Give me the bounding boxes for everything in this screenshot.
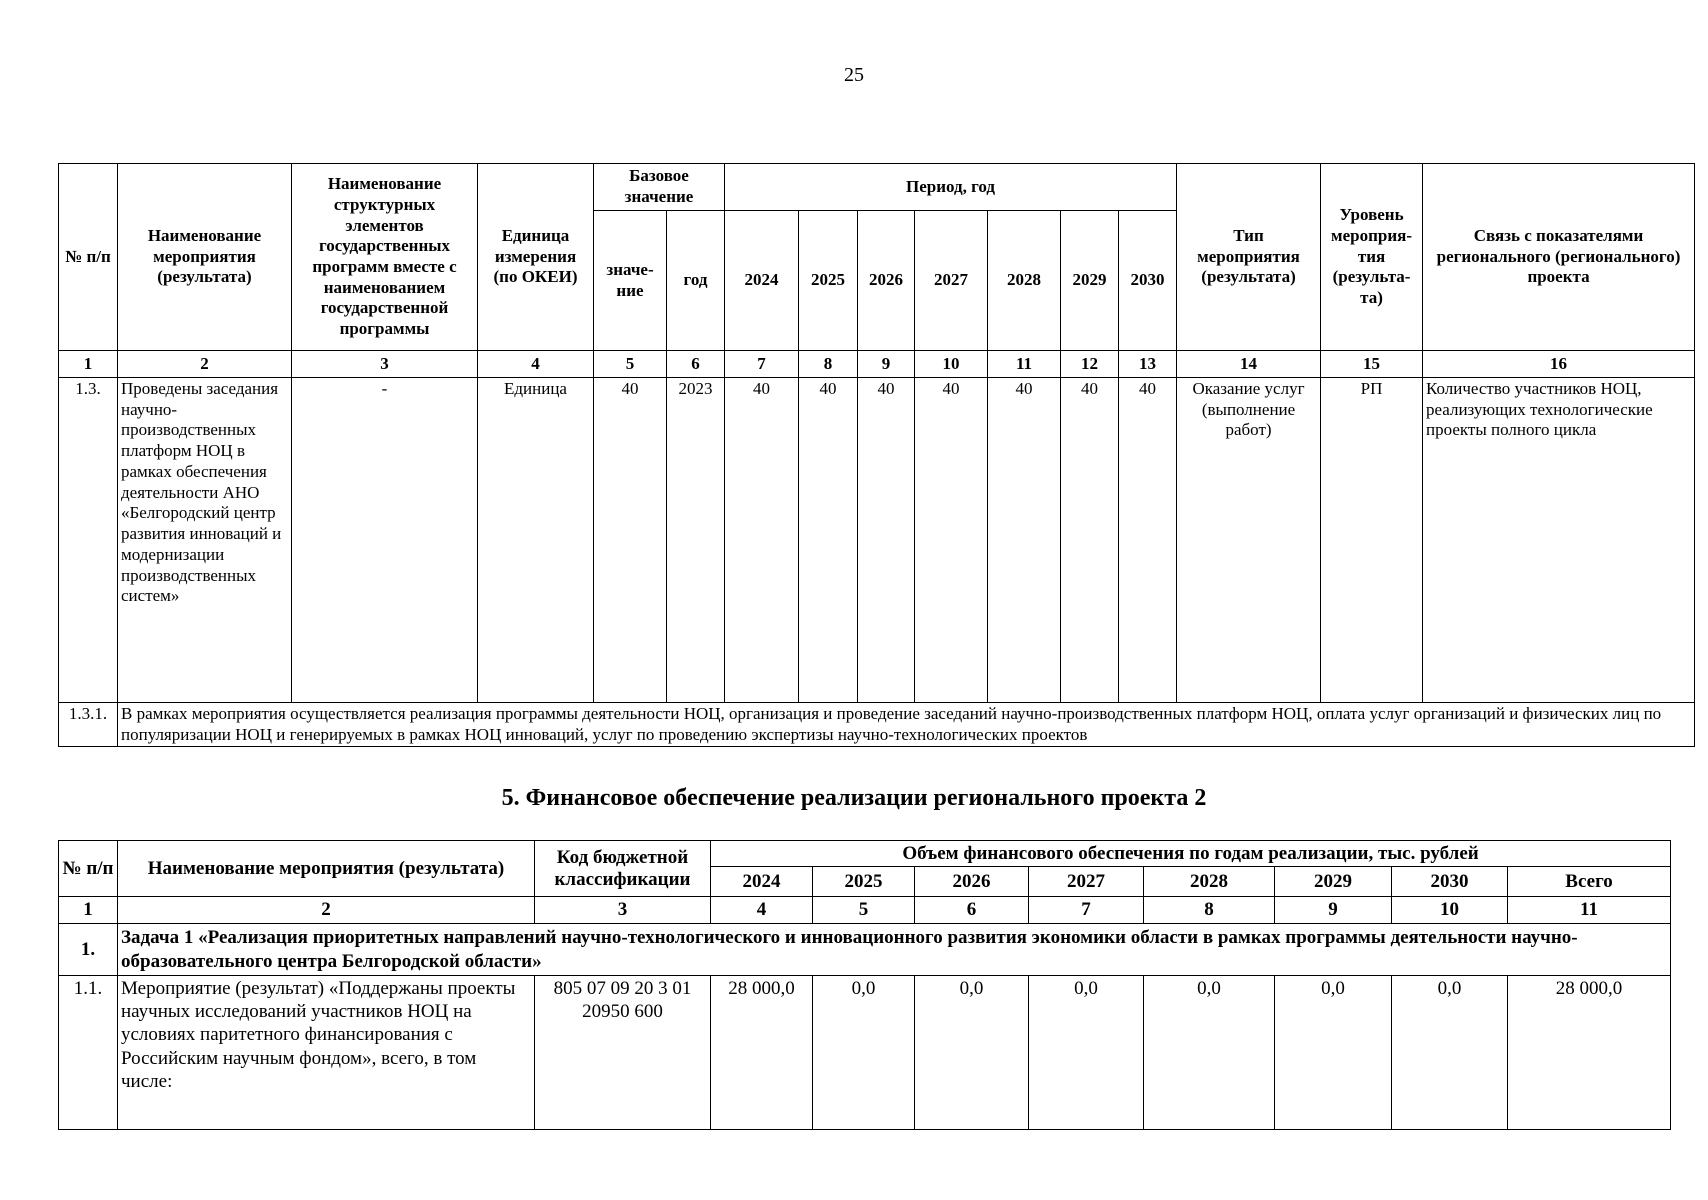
header-code: Код бюджетной классификации <box>535 841 711 897</box>
column-number: 8 <box>1144 897 1275 924</box>
row-year-value: 28 000,0 <box>711 976 813 1130</box>
task-num: 1. <box>59 924 118 976</box>
header-year: 2026 <box>858 211 915 351</box>
row-base-value: 40 <box>594 378 667 703</box>
header-year: 2029 <box>1061 211 1119 351</box>
column-number: 16 <box>1423 351 1695 378</box>
row-unit: Единица <box>478 378 594 703</box>
header-base-year: год <box>667 211 725 351</box>
column-number: 4 <box>478 351 594 378</box>
header-year: 2027 <box>915 211 988 351</box>
row-struct: - <box>292 378 478 703</box>
table-row <box>59 703 1695 747</box>
row-year-value: 0,0 <box>1392 976 1508 1130</box>
column-number: 9 <box>1275 897 1392 924</box>
row-total: 28 000,0 <box>1508 976 1671 1130</box>
row-year-value: 40 <box>799 378 858 703</box>
column-number: 5 <box>594 351 667 378</box>
column-number: 3 <box>292 351 478 378</box>
column-number: 11 <box>988 351 1061 378</box>
column-number: 13 <box>1119 351 1177 378</box>
table-row <box>59 378 1695 703</box>
header-num: № п/п <box>59 841 118 897</box>
header-year: 2028 <box>988 211 1061 351</box>
table-row <box>59 976 1671 1130</box>
column-number: 4 <box>711 897 813 924</box>
column-number: 14 <box>1177 351 1321 378</box>
column-number: 7 <box>1029 897 1144 924</box>
header-name: Наименование мероприятия (результата) <box>118 841 535 897</box>
row-num: 1.3. <box>59 378 118 703</box>
header-period: Период, год <box>725 164 1177 211</box>
row-name: Проведены заседания научно-производственных платформ НОЦ в рамках обеспечения деятельности АНО «Белгородский центр развития инноваций и модернизации производственных систем» <box>118 378 292 703</box>
header-base: Базовое значение <box>594 164 725 211</box>
header-year: 2030 <box>1392 867 1508 897</box>
header-type: Тип мероприятия (результата) <box>1177 164 1321 351</box>
row-year-value: 0,0 <box>813 976 915 1130</box>
header-year: 2026 <box>915 867 1029 897</box>
column-number: 12 <box>1061 351 1119 378</box>
column-number: 3 <box>535 897 711 924</box>
row-year-value: 0,0 <box>1275 976 1392 1130</box>
note-num: 1.3.1. <box>59 703 118 747</box>
row-year-value: 40 <box>1119 378 1177 703</box>
section-title: 5. Финансовое обеспечение реализации регионального проекта 2 <box>501 785 1207 811</box>
column-number: 11 <box>1508 897 1671 924</box>
header-num: № п/п <box>59 164 118 351</box>
header-year: 2025 <box>799 211 858 351</box>
header-year: 2030 <box>1119 211 1177 351</box>
header-year: 2024 <box>711 867 813 897</box>
header-year: 2029 <box>1275 867 1392 897</box>
column-number: 10 <box>915 351 988 378</box>
row-code: 805 07 09 20 3 01 20950 600 <box>535 976 711 1130</box>
column-number: 2 <box>118 351 292 378</box>
column-number: 7 <box>725 351 799 378</box>
column-number: 8 <box>799 351 858 378</box>
column-numbers-row <box>59 897 1671 924</box>
header-name: Наименование мероприятия (результата) <box>118 164 292 351</box>
row-year-value: 40 <box>988 378 1061 703</box>
row-year-value: 0,0 <box>1144 976 1275 1130</box>
financing-table <box>58 840 1671 1130</box>
task-text: Задача 1 «Реализация приоритетных направлений научно-технологического и инновационного развития экономики области в рамках программы деятельности научно-образовательного центра Белгородской области» <box>118 924 1671 976</box>
row-year-value: 0,0 <box>915 976 1029 1130</box>
row-year-value: 0,0 <box>1029 976 1144 1130</box>
header-unit: Единица измерения (по ОКЕИ) <box>478 164 594 351</box>
column-number: 9 <box>858 351 915 378</box>
row-level: РП <box>1321 378 1423 703</box>
header-level: Уровень мероприя-тия (результа-та) <box>1321 164 1423 351</box>
column-number: 2 <box>118 897 535 924</box>
column-number: 1 <box>59 897 118 924</box>
header-base-value: значе-ние <box>594 211 667 351</box>
column-number: 6 <box>667 351 725 378</box>
row-year-value: 40 <box>725 378 799 703</box>
row-type: Оказание услуг (выполнение работ) <box>1177 378 1321 703</box>
row-name: Мероприятие (результат) «Поддержаны проекты научных исследований участников НОЦ на условиях паритетного финансирования с Российским научным фондом», всего, в том числе: <box>118 976 535 1130</box>
page-number: 25 <box>844 64 864 86</box>
header-link: Связь с показателями регионального (регионального) проекта <box>1423 164 1695 351</box>
table-row <box>59 924 1671 976</box>
row-year-value: 40 <box>915 378 988 703</box>
column-number: 1 <box>59 351 118 378</box>
header-year: 2024 <box>725 211 799 351</box>
row-year-value: 40 <box>1061 378 1119 703</box>
header-struct: Наименование структурных элементов государственных программ вместе с наименованием государственной программы <box>292 164 478 351</box>
column-number: 6 <box>915 897 1029 924</box>
column-numbers-row <box>59 351 1695 378</box>
header-year: 2028 <box>1144 867 1275 897</box>
row-year-value: 40 <box>858 378 915 703</box>
row-num: 1.1. <box>59 976 118 1130</box>
header-year: 2025 <box>813 867 915 897</box>
header-total: Всего <box>1508 867 1671 897</box>
row-link: Количество участников НОЦ, реализующих технологические проекты полного цикла <box>1423 378 1695 703</box>
column-number: 15 <box>1321 351 1423 378</box>
row-base-year: 2023 <box>667 378 725 703</box>
header-volume: Объем финансового обеспечения по годам реализации, тыс. рублей <box>711 841 1671 867</box>
column-number: 5 <box>813 897 915 924</box>
header-year: 2027 <box>1029 867 1144 897</box>
note-text: В рамках мероприятия осуществляется реализация программы деятельности НОЦ, организация и проведение заседаний научно-производственных платформ НОЦ, оплата услуг организаций и физических лиц по популяризации НОЦ и генерируемых в рамках НОЦ инноваций, услуг по проведению экспертизы научно-технологических проектов <box>118 703 1695 747</box>
results-table <box>58 163 1695 747</box>
column-number: 10 <box>1392 897 1508 924</box>
